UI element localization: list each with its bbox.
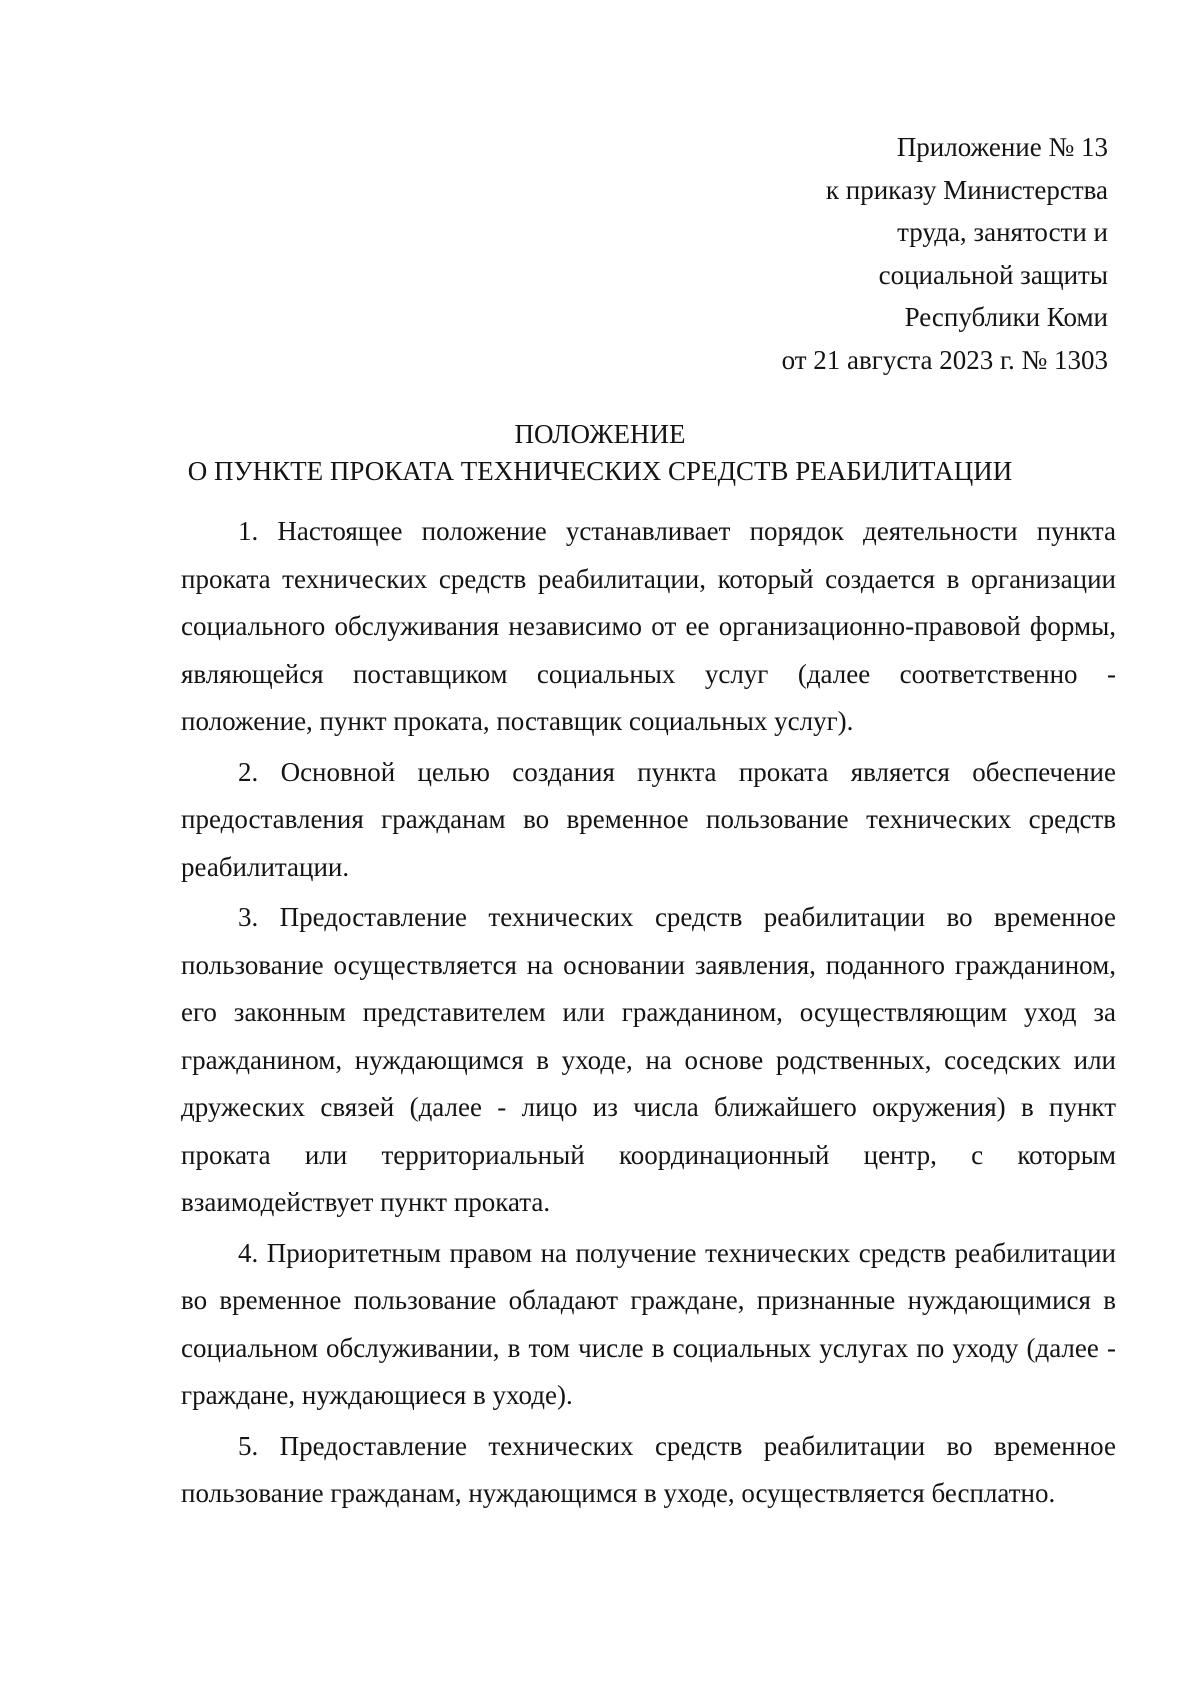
document-title	[0, 416, 1200, 490]
title-line-2: О ПУНКТЕ ПРОКАТА ТЕХНИЧЕСКИХ СРЕДСТВ РЕАБИЛИТАЦИИ	[187, 456, 1013, 486]
title-line-1: ПОЛОЖЕНИЕ	[514, 419, 686, 449]
appendix-header	[588, 126, 1108, 381]
document-body	[181, 508, 1116, 1521]
appendix-date-line: от 21 августа 2023 г. № 1303	[781, 344, 1108, 375]
appendix-region-line: Республики Коми	[904, 302, 1108, 332]
paragraph-3: 3. Предоставление технических средств реабилитации во временное пользование осуществляется на основании заявления, поданного гражданином, его законным представителем или гражданином, осуществляющим уход за гражданином, нуждающимся в уходе, на основе родственных, соседских или дружеских связей (далее - лицо из числа ближайшего окружения) в пункт проката или территориальный координационный центр, с которым взаимодействует пункт проката.	[181, 902, 1116, 1217]
paragraph-5: 5. Предоставление технических средств реабилитации во временное пользование гражданам, нуждающимся в уходе, осуществляется бесплатно.	[181, 1430, 1116, 1508]
appendix-ministry-line-1: труда, занятости и	[897, 217, 1108, 247]
paragraph-1: 1. Настоящее положение устанавливает порядок деятельности пункта проката технических средств реабилитации, который создается в организации социального обслуживания независимо от ее организационно-правовой формы, являющейся поставщиком социальных услуг (далее соответственно - положение, пункт проката, поставщик социальных услуг).	[181, 516, 1116, 736]
paragraph-2: 2. Основной целью создания пункта проката является обеспечение предоставления гражданам во временное пользование технических средств реабилитации.	[181, 756, 1116, 882]
appendix-order-line: к приказу Министерства	[825, 174, 1108, 205]
appendix-number: Приложение № 13	[896, 132, 1108, 162]
appendix-ministry-line-2: социальной защиты	[878, 259, 1108, 290]
paragraph-4: 4. Приоритетным правом на получение технических средств реабилитации во временное пользование обладают граждане, признанные нуждающимися в социальном обслуживании, в том числе в социальных услугах по уходу (далее - граждане, нуждающиеся в уходе).	[181, 1237, 1116, 1410]
